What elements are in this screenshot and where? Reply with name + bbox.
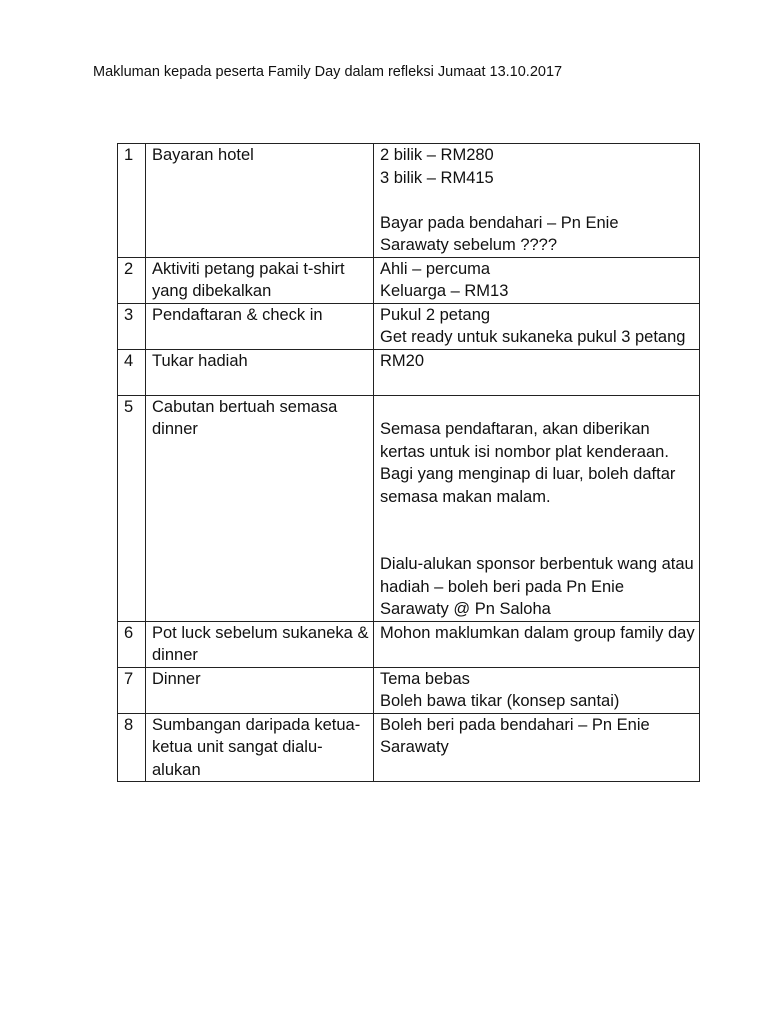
table-row	[118, 395, 700, 621]
detail-line	[380, 508, 695, 531]
table-row	[118, 349, 700, 395]
table-row	[118, 303, 700, 349]
detail-line: Boleh beri pada bendahari – Pn Enie Sarawaty	[380, 715, 655, 756]
row-item: Aktiviti petang pakai t-shirt yang dibekalkan	[146, 257, 374, 303]
detail-line	[380, 189, 695, 212]
row-detail	[374, 303, 700, 349]
detail-line	[380, 372, 695, 395]
detail-line: 2 bilik – RM280	[380, 146, 494, 164]
detail-line: Sarawaty sebelum ????	[380, 236, 558, 254]
row-item: Bayaran hotel	[146, 144, 374, 258]
detail-line	[380, 396, 695, 419]
row-detail	[374, 349, 700, 395]
row-detail	[374, 713, 700, 782]
detail-line	[380, 531, 695, 554]
table-row	[118, 144, 700, 258]
row-detail	[374, 144, 700, 258]
row-number: 7	[118, 667, 146, 713]
table-row	[118, 257, 700, 303]
row-item: Dinner	[146, 667, 374, 713]
row-detail	[374, 257, 700, 303]
detail-line: Bagi yang menginap di luar, boleh daftar semasa makan malam.	[380, 465, 680, 506]
detail-line: 3 bilik – RM415	[380, 168, 494, 187]
detail-line: Mohon maklumkan dalam group family day	[380, 623, 695, 642]
row-item: Pot luck sebelum sukaneka & dinner	[146, 621, 374, 667]
row-detail	[374, 621, 700, 667]
row-number: 5	[118, 395, 146, 621]
detail-line: Dialu-alukan sponsor berbentuk wang atau hadiah – boleh beri pada Pn Enie Sarawaty @ Pn Saloha	[380, 555, 699, 618]
detail-line: Keluarga – RM13	[380, 282, 509, 300]
table-row	[118, 621, 700, 667]
row-item: Sumbangan daripada ketua-ketua unit sangat dialu-alukan	[146, 713, 374, 782]
row-number: 3	[118, 303, 146, 349]
row-number: 8	[118, 713, 146, 782]
row-number: 1	[118, 144, 146, 258]
row-item: Tukar hadiah	[146, 349, 374, 395]
detail-line: Get ready untuk sukaneka pukul 3 petang	[380, 328, 686, 346]
row-detail	[374, 395, 700, 621]
row-detail	[374, 667, 700, 713]
row-number: 4	[118, 349, 146, 395]
row-number: 6	[118, 621, 146, 667]
info-table-body	[118, 144, 700, 782]
document-heading: Makluman kepada peserta Family Day dalam refleksi Jumaat 13.10.2017	[93, 64, 563, 80]
table-row	[118, 713, 700, 782]
row-item: Cabutan bertuah semasa dinner	[146, 395, 374, 621]
detail-line: RM20	[380, 351, 425, 370]
row-item: Pendaftaran & check in	[146, 303, 374, 349]
detail-line: Bayar pada bendahari – Pn Enie	[380, 213, 619, 232]
row-number: 2	[118, 257, 146, 303]
detail-line: Tema bebas	[380, 669, 470, 688]
detail-line: Boleh bawa tikar (konsep santai)	[380, 692, 620, 710]
detail-line: Pukul 2 petang	[380, 305, 491, 324]
detail-line: Semasa pendaftaran, akan diberikan kertas untuk isi nombor plat kenderaan.	[380, 420, 669, 461]
table-row	[118, 667, 700, 713]
detail-line: Ahli – percuma	[380, 259, 491, 278]
info-table	[117, 143, 700, 782]
detail-line	[380, 759, 695, 782]
